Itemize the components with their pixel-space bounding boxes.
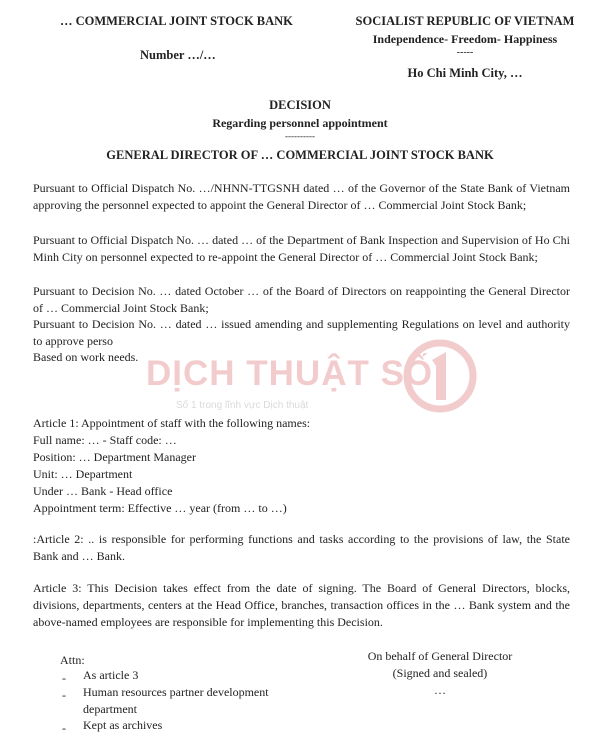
issuing-authority: GENERAL DIRECTOR OF … COMMERCIAL JOINT STOCK BANK xyxy=(106,148,494,162)
article1-under: Under … Bank - Head office xyxy=(33,484,173,498)
article1-full-name: Full name: … - Staff code: … xyxy=(33,433,177,447)
signatory-name: … xyxy=(434,683,446,697)
motto-separator: ----- xyxy=(456,47,474,58)
article1-position: Position: … Department Manager xyxy=(33,450,196,464)
preamble-5: Based on work needs. xyxy=(33,350,139,364)
national-title: SOCIALIST REPUBLIC OF VIETNAM xyxy=(355,14,575,28)
preamble-3: Pursuant to Decision No. … dated October … of the Board of Directors on reappointing the General Director of … Commercial Joint Stock Bank; xyxy=(33,284,570,315)
watermark-brand: DỊCH THUẬT SỐ xyxy=(146,354,434,393)
bullet-dash: - xyxy=(62,688,66,702)
document-number: Number …/… xyxy=(140,48,216,62)
article1-title: Article 1: Appointment of staff with the following names: xyxy=(33,416,311,430)
watermark-tagline: Số 1 trong lĩnh vực Dịch thuật xyxy=(176,400,309,411)
recipient-item: Human resources partner development department xyxy=(83,685,269,716)
bullet-dash: - xyxy=(62,671,66,685)
bullet-dash: - xyxy=(62,721,66,735)
national-motto: Independence- Freedom- Happiness xyxy=(372,32,558,46)
preamble-1: Pursuant to Official Dispatch No. …/NHNN-TTGSNH dated … of the Governor of the State Bank of Vietnam approving the personnel expected to appoint the General Director of … Commercial Joint Stock Bank; xyxy=(33,181,570,212)
recipient-item: Kept as archives xyxy=(83,718,163,732)
signature-title: On behalf of General Director xyxy=(367,649,513,663)
place-date: Ho Chi Minh City, … xyxy=(407,66,523,80)
preamble-4: Pursuant to Decision No. … dated … issued amending and supplementing Regulations on level and authority to approve perso xyxy=(33,317,570,348)
article3: Article 3: This Decision takes effect from the date of signing. The Board of General Directors, blocks, divisions, departments, centers at the Head Office, branches, transaction offices in the … Bank system and the above-named employees are responsible for implementing this Decision. xyxy=(33,581,570,629)
recipient-item: As article 3 xyxy=(83,668,139,682)
preamble-2: Pursuant to Official Dispatch No. … dated … of the Department of Bank Inspection and Supervision of Ho Chi Minh City on personnel expected to re-appoint the General Director of … Commercial Joint Stock Bank; xyxy=(33,233,570,264)
issuer-name: … COMMERCIAL JOINT STOCK BANK xyxy=(60,14,293,28)
signature-note: (Signed and sealed) xyxy=(392,666,488,680)
title-separator: ---------- xyxy=(285,131,315,141)
decision-subject: Regarding personnel appointment xyxy=(212,116,388,130)
recipients-label: Attn: xyxy=(60,653,85,667)
decision-heading: DECISION xyxy=(269,98,331,112)
article2: :Article 2: .. is responsible for performing functions and tasks according to the provisions of law, the State Bank and … Bank. xyxy=(33,532,570,563)
article1-term: Appointment term: Effective … year (from … to …) xyxy=(33,501,287,515)
article1-unit: Unit: … Department xyxy=(33,467,133,481)
